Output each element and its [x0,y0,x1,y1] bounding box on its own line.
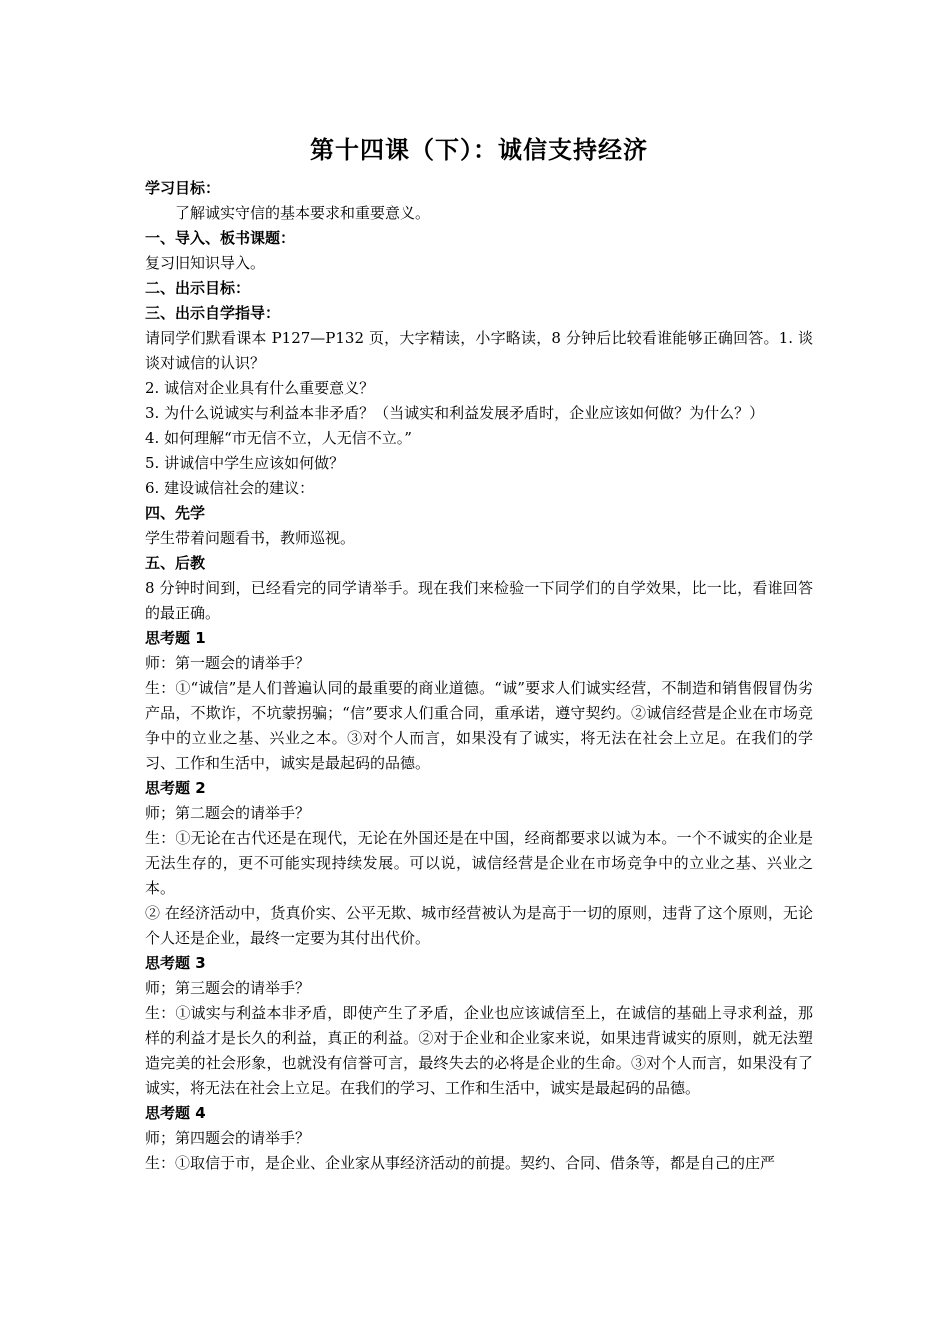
paragraph: 学生带着问题看书，教师巡视。 [145,529,356,547]
section-heading: 二、出示目标： [145,279,251,297]
paragraph: 生：①取信于市，是企业、企业家从事经济活动的前提。契约、合同、借条等，都是自己的庄严 [145,1154,776,1172]
document-body [145,176,813,1176]
paragraph: ② 在经济活动中，货真价实、公平无欺、城市经营被认为是高于一切的原则，违背了这个原则，无论个人还是企业，最终一定要为其付出代价。 [145,904,813,947]
section-heading: 思考题 4 [145,1104,206,1122]
paragraph: 师：第一题会的请举手？ [145,654,311,672]
paragraph: 6. 建设诚信社会的建议： [145,479,315,497]
section-heading: 四、先学 [145,504,206,522]
paragraph: 生：①“诚信”是人们普遍认同的最重要的商业道德。“诚”要求人们诚实经营，不制造和销售假冒伪劣产品，不欺诈，不坑蒙拐骗；“信”要求人们重合同，重承诺，遵守契约。②诚信经营是企业在市场竞争中的立业之基、兴业之本。③对个人而言，如果没有了诚实，将无法在社会上立足。在我们的学习、工作和生活中，诚实是最起码的品德。 [145,679,813,772]
paragraph: 师；第四题会的请举手？ [145,1129,311,1147]
paragraph: 5. 讲诚信中学生应该如何做？ [145,454,345,472]
section-heading: 一、导入、板书课题： [145,229,296,247]
paragraph: 生：①无论在古代还是在现代，无论在外国还是在中国，经商都要求以诚为本。一个不诚实的企业是无法生存的，更不可能实现持续发展。可以说，诚信经营是企业在市场竞争中的立业之基、兴业之本。 [145,829,813,897]
section-heading: 五、后教 [145,554,206,572]
document-title: 第十四课（下）：诚信支持经济 [310,136,648,164]
section-heading: 学习目标： [145,179,221,197]
paragraph: 4. 如何理解“市无信不立，人无信不立。” [145,429,412,447]
paragraph: 师；第二题会的请举手？ [145,804,311,822]
paragraph: 2. 诚信对企业具有什么重要意义？ [145,379,375,397]
paragraph: 复习旧知识导入。 [145,254,266,272]
paragraph: 了解诚实守信的基本要求和重要意义。 [175,204,431,222]
paragraph: 生：①诚实与利益本非矛盾，即使产生了矛盾，企业也应该诚信至上，在诚信的基础上寻求利益，那样的利益才是长久的利益，真正的利益。②对于企业和企业家来说，如果违背诚实的原则，就无法塑造完美的社会形象，也就没有信誉可言，最终失去的必将是企业的生命。③对个人而言，如果没有了诚实，将无法在社会上立足。在我们的学习、工作和生活中，诚实是最起码的品德。 [145,1004,813,1097]
paragraph: 3. 为什么说诚实与利益本非矛盾？（当诚实和利益发展矛盾时，企业应该如何做？为什么？） [145,404,765,422]
paragraph: 师；第三题会的请举手？ [145,979,311,997]
paragraph: 请同学们默看课本 P127—P132 页，大字精读，小字略读，8 分钟后比较看谁能够正确回答。1. 谈谈对诚信的认识？ [145,329,813,372]
section-heading: 思考题 2 [145,779,206,797]
section-heading: 思考题 1 [145,629,206,647]
paragraph: 8 分钟时间到，已经看完的同学请举手。现在我们来检验一下同学们的自学效果，比一比，看谁回答的最正确。 [145,579,813,622]
section-heading: 思考题 3 [145,954,206,972]
section-heading: 三、出示自学指导： [145,304,281,322]
document-page [145,128,813,1176]
